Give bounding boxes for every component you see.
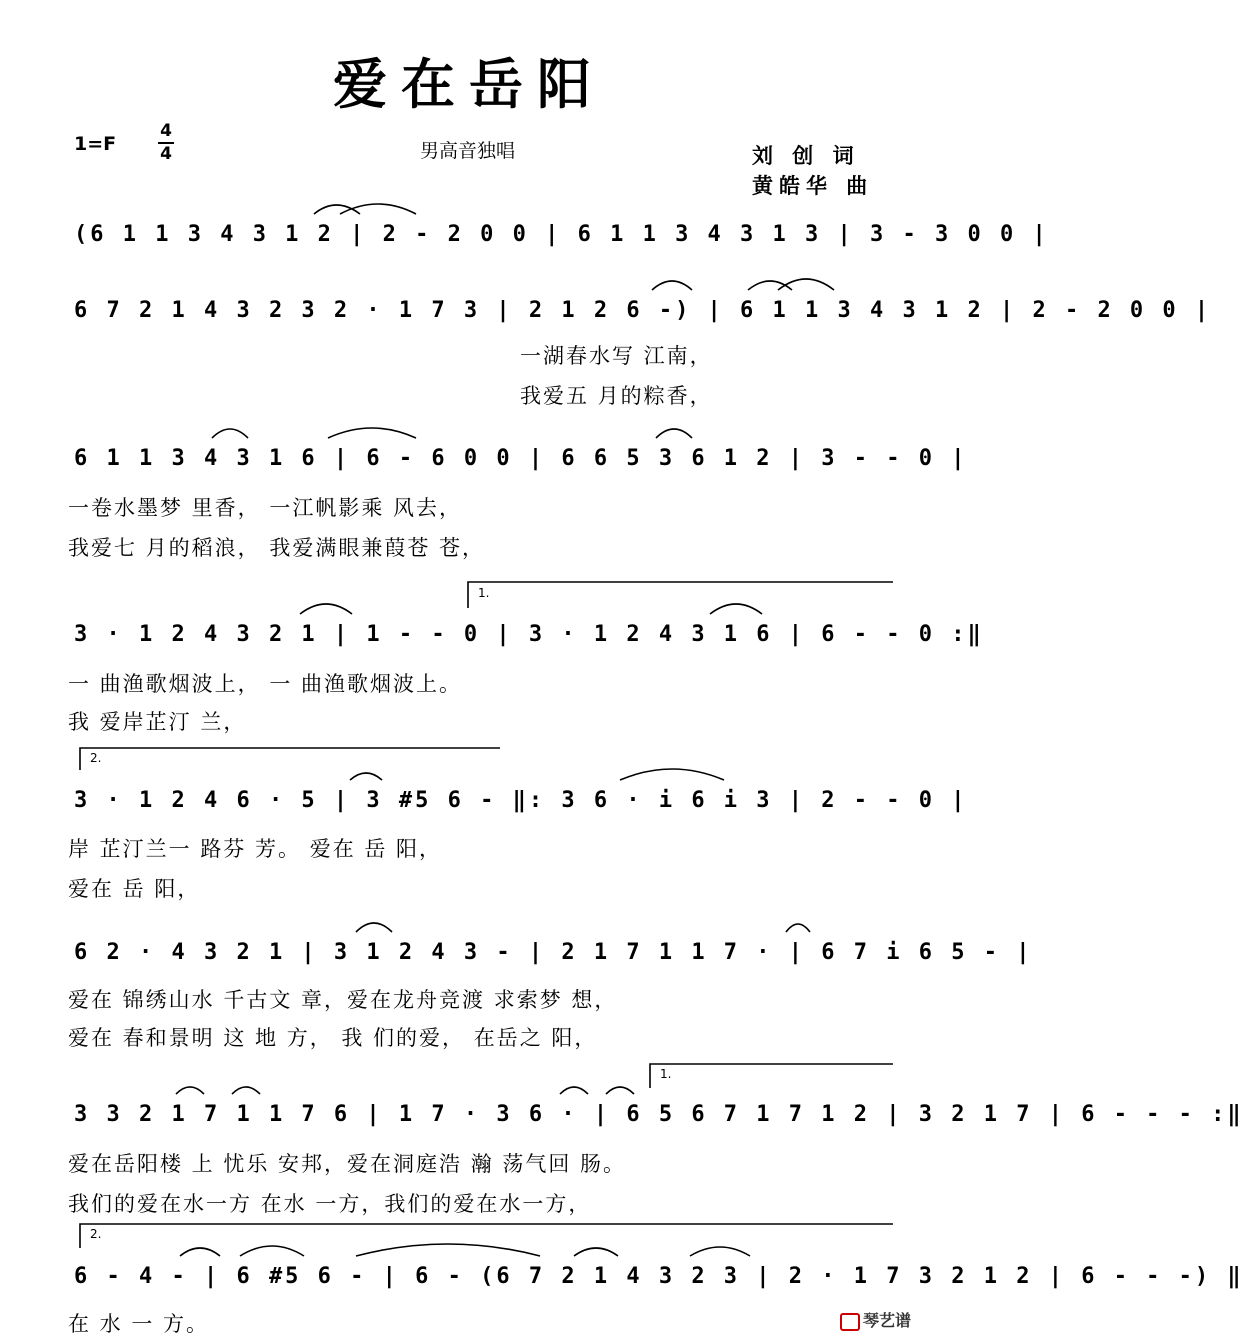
watermark-logo <box>840 1308 911 1331</box>
key-signature: 1=F <box>74 133 117 155</box>
lyric-line: 我 爱岸芷汀 兰， <box>68 710 247 734</box>
lyric-line: 一湖春水写 江南， <box>520 344 713 368</box>
notes: 3 · 1 2 4 6 · 5 | 3 #5 6 - ‖: 3 6 · i 6 i 3 | 2 - - 0 | <box>74 788 968 813</box>
lyric-line: 我爱五 月的粽香， <box>520 384 713 408</box>
notes: 3 3 2 1 7 1 1 7 6 | 1 7 · 3 6 · | 6 5 6 7 1 7 1 2 | 3 2 1 7 | 6 - - - :‖ <box>74 1102 1244 1127</box>
notes: 3 · 1 2 4 3 2 1 | 1 - - 0 | 3 · 1 2 4 3 1 6 | 6 - - 0 :‖ <box>74 622 984 647</box>
notes: 6 - 4 - | 6 #5 6 - | 6 - (6 7 2 1 4 3 2 3 | 2 · 1 7 3 2 1 2 | 6 - - -) ‖ <box>74 1264 1244 1289</box>
lyric-line: 爱在 锦绣山水 千古文 章，爱在龙舟竞渡 求索梦 想， <box>68 988 618 1012</box>
lyric-line: 爱在 岳 阳， <box>68 877 201 901</box>
lyric-line: 岸 芷汀兰一 路芬 芳。 爱在 岳 阳， <box>68 837 443 861</box>
lyricist-credit: 刘 创 词 <box>752 144 860 168</box>
volta-2-label: 2. <box>90 751 102 765</box>
volta-1-label: 1. <box>478 586 490 600</box>
lyric-line: 在 水 一 方。 <box>68 1312 210 1336</box>
composer-credit: 黄皓华 曲 <box>752 174 874 198</box>
performance-note: 男高音独唱 <box>420 140 516 162</box>
lyric-line: 爱在 春和景明 这 地 方， 我 们的爱， 在岳之 阳， <box>68 1026 598 1050</box>
volta-2-label-b: 2. <box>90 1227 102 1241</box>
lyric-line: 我爱七 月的稻浪， 我爱满眼兼葭苍 苍， <box>68 536 486 560</box>
lyric-line: 一卷水墨梦 里香， 一江帆影乘 风去， <box>68 496 463 520</box>
lyric-line: 我们的爱在水一方 在水 一方，我们的爱在水一方， <box>68 1192 592 1216</box>
lyric-line: 爱在岳阳楼 上 忧乐 安邦，爱在洞庭浩 瀚 荡气回 肠。 <box>68 1152 627 1176</box>
notes: 6 2 · 4 3 2 1 | 3 1 2 4 3 - | 2 1 7 1 1 7 · | 6 7 i 6 5 - | <box>74 940 1033 965</box>
logo-icon <box>840 1313 860 1331</box>
lyric-line: 一 曲渔歌烟波上， 一 曲渔歌烟波上。 <box>68 672 463 696</box>
watermark-text: 琴艺谱 <box>863 1311 912 1330</box>
time-top: 4 <box>160 121 172 141</box>
volta-1-label-b: 1. <box>660 1067 672 1081</box>
notes: 6 1 1 3 4 3 1 6 | 6 - 6 0 0 | 6 6 5 3 6 1 2 | 3 - - 0 | <box>74 446 968 471</box>
notes: (6 1 1 3 4 3 1 2 | 2 - 2 0 0 | 6 1 1 3 4 3 1 3 | 3 - 3 0 0 | <box>74 222 1049 247</box>
page-title: 爱在岳阳 <box>333 52 605 116</box>
notes: 6 7 2 1 4 3 2 3 2 · 1 7 3 | 2 1 2 6 -) | 6 1 1 3 4 3 1 2 | 2 - 2 0 0 | <box>74 298 1212 323</box>
time-bottom: 4 <box>160 144 172 164</box>
